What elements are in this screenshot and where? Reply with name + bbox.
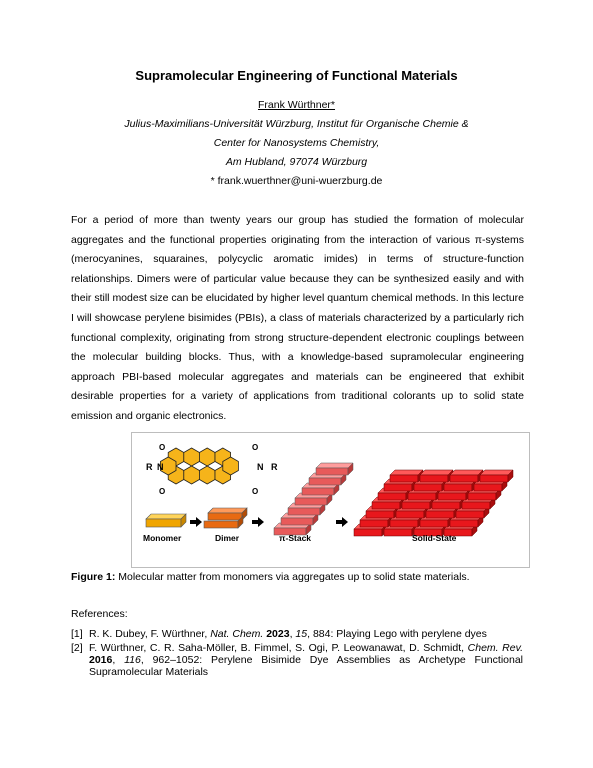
label-monomer: Monomer xyxy=(143,533,182,543)
reference-1: [1] R. K. Dubey, F. Würthner, Nat. Chem. 2023, 15, 884: Playing Lego with perylene dyes xyxy=(71,628,487,640)
reference-details: , 884: Playing Lego with perylene dyes xyxy=(307,628,487,640)
molecule-o-4: O xyxy=(252,487,259,496)
arrow-2-icon xyxy=(252,517,264,527)
author-email: * frank.wuerthner@uni-wuerzburg.de xyxy=(210,175,383,187)
reference-number: [2] xyxy=(71,642,83,654)
arrow-3-icon xyxy=(336,517,348,527)
pbi-molecule xyxy=(146,443,278,496)
caption-text: Molecular matter from monomers via aggregates up to solid state materials. xyxy=(115,571,470,583)
references-heading: References: xyxy=(71,608,128,620)
reference-number: [1] xyxy=(71,628,83,640)
reference-journal: Chem. Rev. xyxy=(467,642,523,654)
molecule-r-left: R xyxy=(146,462,153,472)
solid-brick xyxy=(480,470,513,482)
dimer-block xyxy=(204,508,247,528)
reference-authors: F. Würthner, C. R. Saha-Möller, B. Fimmel, S. Ogi, P. Leowanawat, D. Schmidt, xyxy=(89,642,468,654)
author-name: Frank Würthner* xyxy=(257,99,336,111)
label-pi-stack: π-Stack xyxy=(279,533,312,543)
reference-details: , 962–1052: Perylene Bisimide Dye Assemblies as Archetype Functional Supramolecular Materials xyxy=(89,654,523,679)
pi-stack xyxy=(274,463,353,535)
reference-2: [2] F. Würthner, C. R. Saha-Möller, B. Fimmel, S. Ogi, P. Leowanawat, D. Schmidt, Chem. Rev. 2016, 116, 962–1052: Perylene Bisimide Dye Assemblies as Archetype Functional Supramolecular Materials xyxy=(71,642,523,679)
molecule-o-2: O xyxy=(159,487,166,496)
monomer-block xyxy=(146,514,186,527)
molecule-rings xyxy=(160,448,238,484)
molecule-ring xyxy=(223,457,239,475)
affiliation-line-3: Am Hubland, 97074 Würzburg xyxy=(225,156,368,168)
molecule-ring xyxy=(184,448,200,466)
figure-illustration xyxy=(132,433,529,567)
label-solid-state: Solid-State xyxy=(412,533,457,543)
molecule-n-left: N xyxy=(157,462,164,472)
reference-year: 2023 xyxy=(266,628,290,640)
solid-brick xyxy=(450,470,483,482)
abstract-paragraph: For a period of more than twenty years our group has studied the formation of molecular aggregates and the functional properties originating from the interaction of various π-systems (merocyanines, squaraines, polycyclic aromatic imides) in terms of structure-function relationships. Dimers were of particular value because they can be synthesized easily and with their still modest size can be elucidated by higher level quantum chemical methods. In this lecture I will showcase perylene bisimides (PBIs), a class of materials characterized by a particularly rich functional complexity, originating from strong structure-dependent electronic couplings between the molecular building blocks. Thus, with a knowledge-based supramolecular engineering approach PBI-based molecular aggregates and materials can be engineered that exhibit desirable properties for a variety of applications from traditional colorants up to solid state emission and organic electronics. xyxy=(71,214,524,422)
molecule-n-right: N xyxy=(257,462,264,472)
stack-layer xyxy=(316,463,353,475)
molecule-ring xyxy=(199,466,215,484)
molecule-o-1: O xyxy=(159,443,166,452)
reference-authors: R. K. Dubey, F. Würthner, xyxy=(89,628,211,640)
affiliation-line-2: Center for Nanosystems Chemistry, xyxy=(213,137,380,149)
arrow-1-icon xyxy=(190,517,202,527)
solid-state-block xyxy=(354,470,513,536)
reference-journal: Nat. Chem. xyxy=(210,628,264,640)
caption-label: Figure 1: xyxy=(71,571,116,583)
molecule-ring xyxy=(199,448,215,466)
reference-year: 2016 xyxy=(89,654,113,667)
reference-volume: 116 xyxy=(124,654,141,667)
figure-1 xyxy=(131,432,530,568)
molecule-ring xyxy=(184,466,200,484)
solid-brick xyxy=(390,470,423,482)
label-dimer: Dimer xyxy=(215,533,240,543)
molecule-r-right: R xyxy=(271,462,278,472)
solid-brick xyxy=(420,470,453,482)
reference-volume: 15 xyxy=(295,628,308,640)
figure-caption xyxy=(71,571,531,583)
affiliation-line-1: Julius-Maximilians-Universität Würzburg, Institut für Organische Chemie & xyxy=(124,118,469,130)
molecule-o-3: O xyxy=(252,443,259,452)
paper-title: Supramolecular Engineering of Functional Materials xyxy=(135,68,458,83)
